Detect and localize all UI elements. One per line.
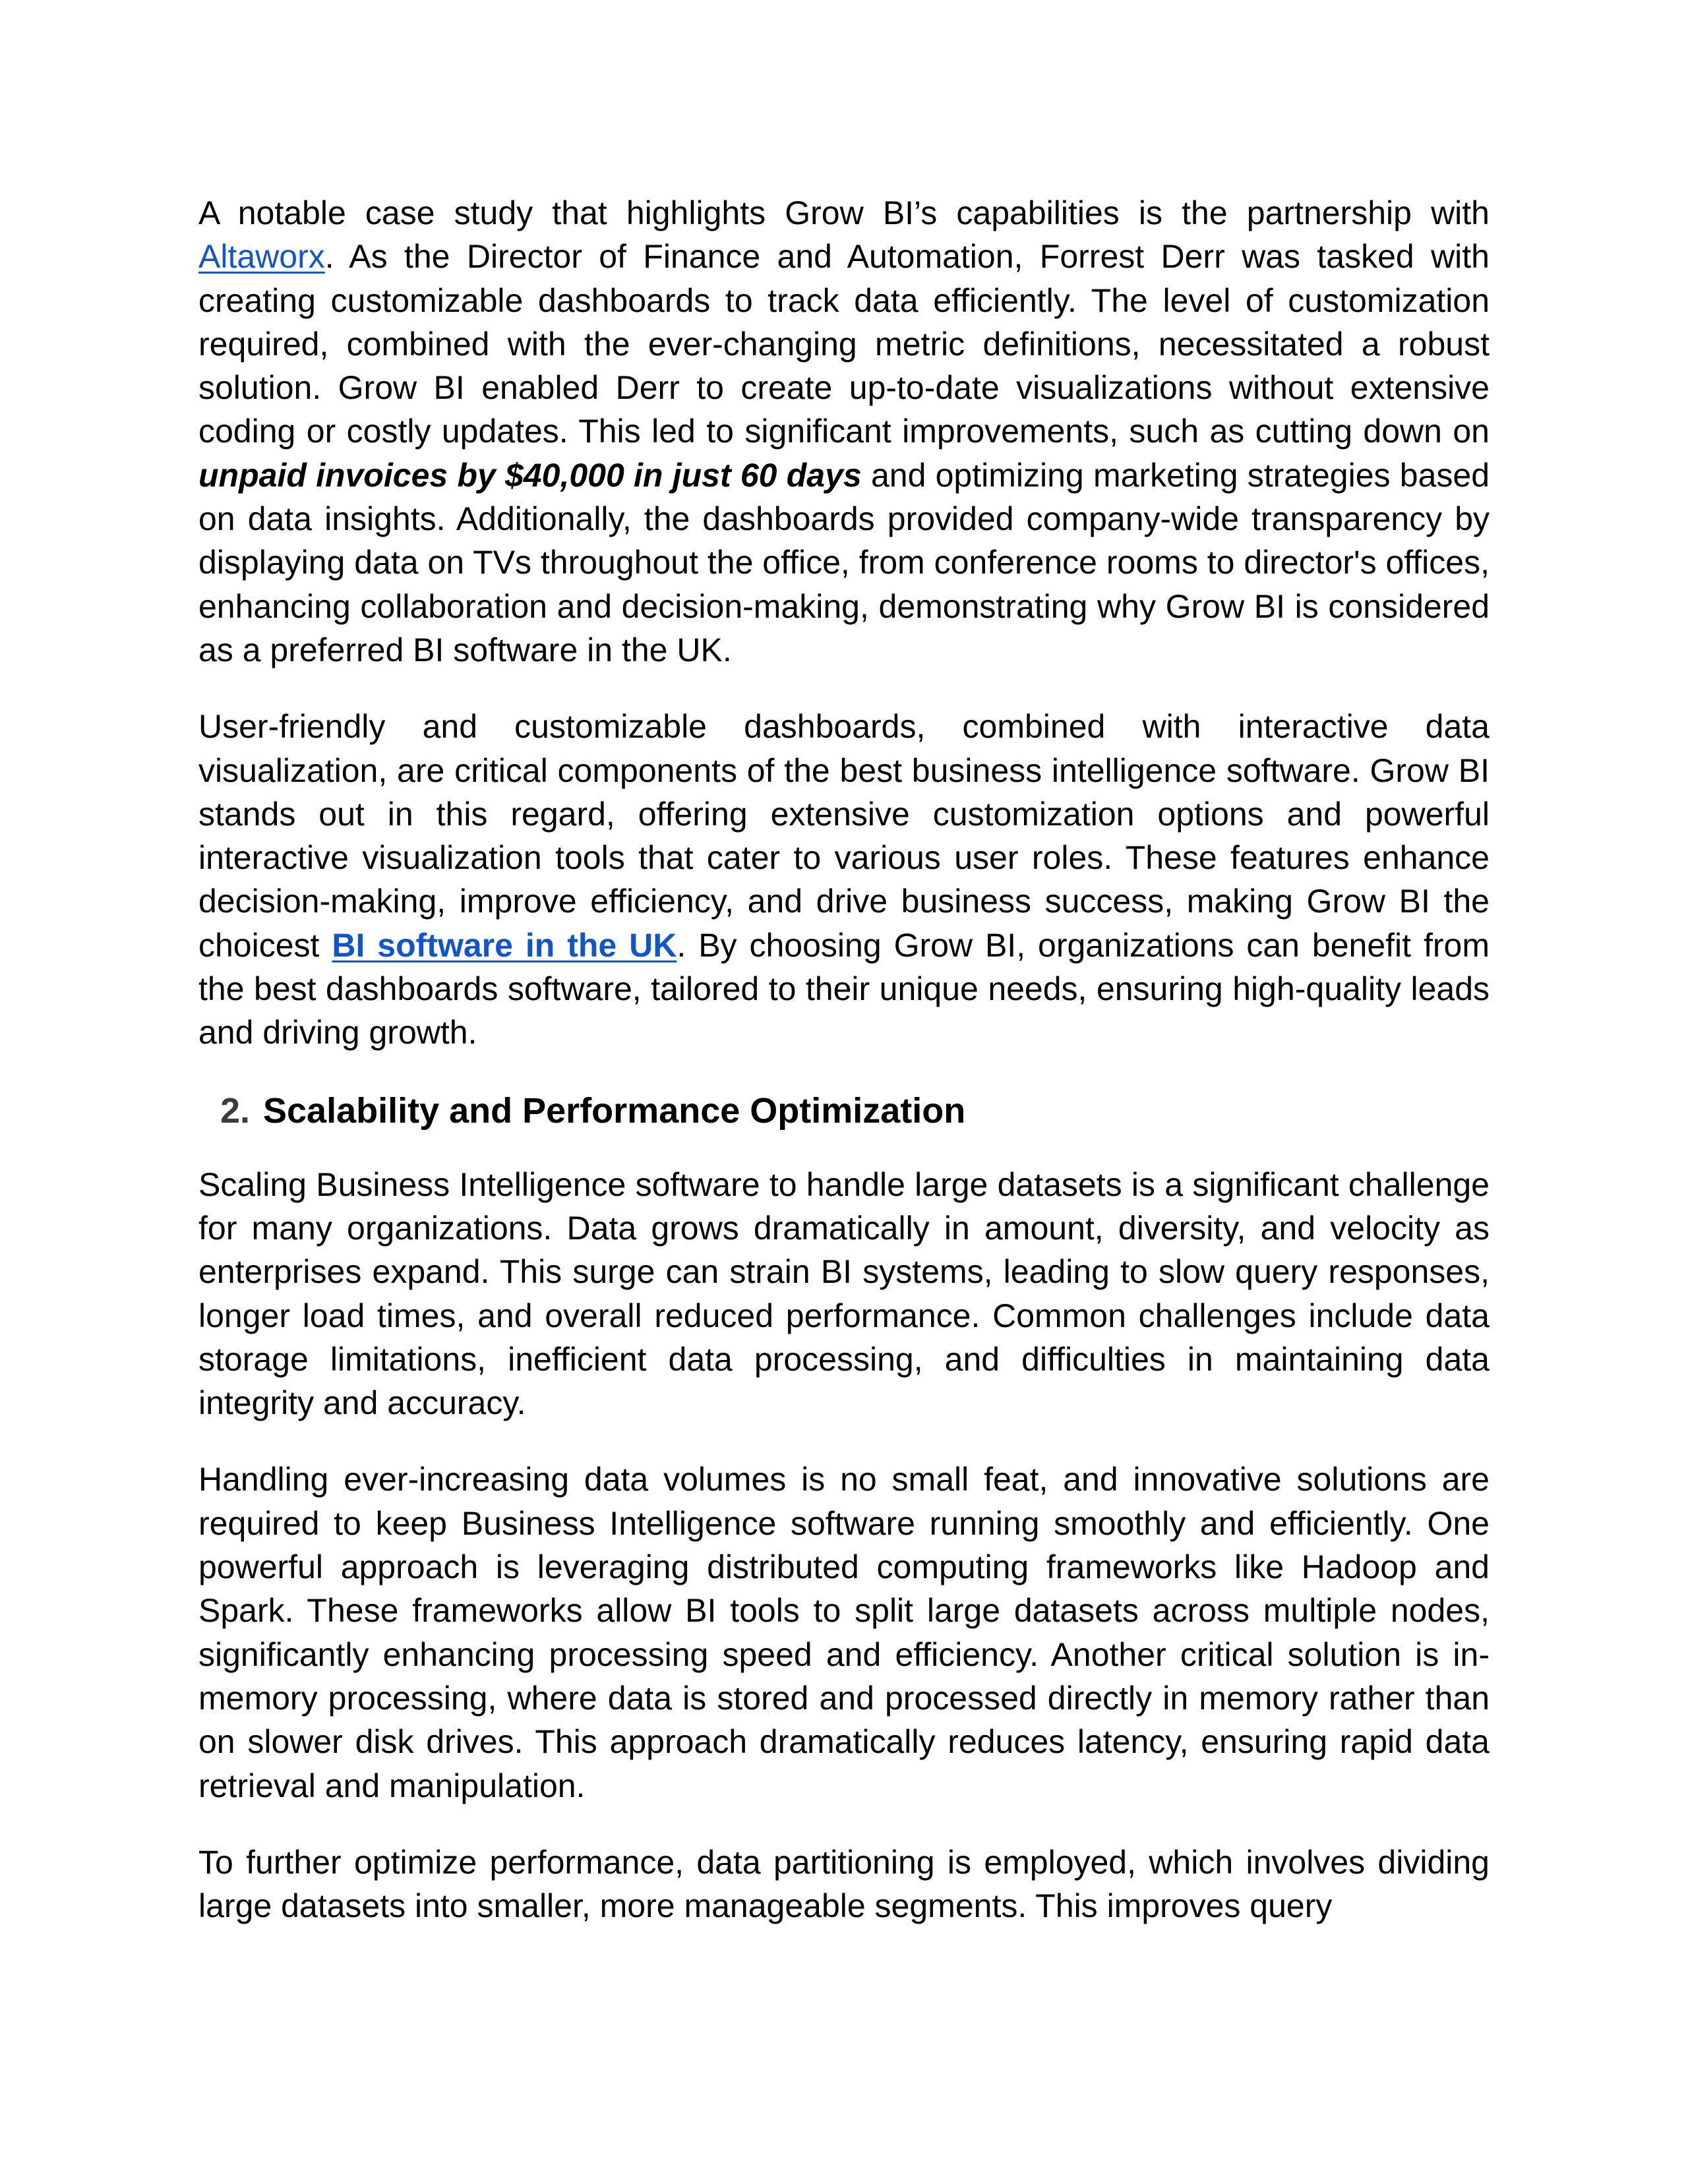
bi-software-uk-link[interactable]: BI software in the UK [332, 926, 677, 964]
data-volumes-paragraph: Handling ever-increasing data volumes is no small feat, and innovative solutions are required to keep Business Intelligence software running smoothly and efficiently. One powerful approach is leveraging distributed computing frameworks like Hadoop and Spark. These frameworks allow BI tools to split large datasets across multiple nodes, significantly enhancing processing speed and efficiency. Another critical solution is in-memory processing, where data is stored and processed directly in memory rather than on slower disk drives. This approach dramatically reduces latency, ensuring rapid data retrieval and manipulation. [198, 1461, 1490, 1804]
text-run: and optimizing marketing strategies based on data insights. Additionally, the dashboards provided company-wide transparency by displaying data on TVs throughout the office, from conference rooms to director's offices, enhancing collaboration and decision-making, demonstrating why Grow BI is considered as a preferred BI software in the UK. [198, 456, 1490, 668]
partitioning-paragraph: To further optimize performance, data partitioning is employed, which involves dividing large datasets into smaller, more manageable segments. This improves query [198, 1843, 1490, 1925]
document-page [198, 191, 1490, 1961]
section-number: 2. [220, 1090, 250, 1131]
text-run: . As the Director of Finance and Automation, Forrest Derr was tasked with creating customizable dashboards to track data efficiently. The level of customization required, combined with the ever-changing metric definitions, necessitated a robust solution. Grow BI enabled Derr to create up-to-date visualizations without extensive coding or costly updates. This led to significant improvements, such as cutting down on [198, 238, 1490, 450]
section-title: Scalability and Performance Optimization [263, 1090, 966, 1131]
section-heading [198, 1088, 1490, 1134]
text-run: . By choosing Grow BI, organizations can benefit from the best dashboards software, tailored to their unique needs, ensuring high-quality leads and driving growth. [198, 926, 1490, 1051]
altaworx-link[interactable]: Altaworx [198, 238, 325, 276]
case-study-paragraph [198, 191, 1490, 672]
text-run: User-friendly and customizable dashboards, combined with interactive data visualization, are critical components of the best business intelligence software. Grow BI stands out in this regard, offering extensive customization options and powerful interactive visualization tools that cater to various user roles. These features enhance decision-making, improve efficiency, and drive business success, making Grow BI the choicest [198, 708, 1490, 964]
scaling-paragraph: Scaling Business Intelligence software to handle large datasets is a significant challenge for many organizations. Data grows dramatically in amount, diversity, and velocity as enterprises expand. This surge can strain BI systems, leading to slow query responses, longer load times, and overall reduced performance. Common challenges include data storage limitations, inefficient data processing, and difficulties in maintaining data integrity and accuracy. [198, 1166, 1490, 1422]
dashboards-paragraph [198, 705, 1490, 1054]
text-run: A notable case study that highlights Grow BI’s capabilities is the partnership with [198, 194, 1490, 231]
emphasis-text: unpaid invoices by $40,000 in just 60 days [198, 456, 862, 494]
